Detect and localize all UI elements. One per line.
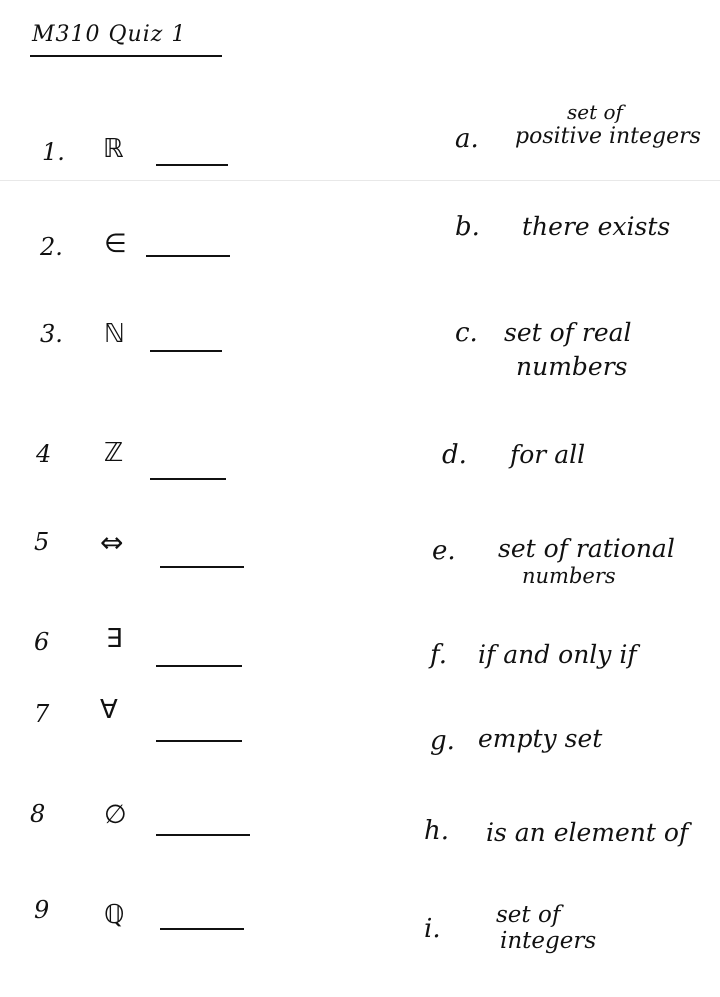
quiz-title: M310 Quiz 1 (32, 22, 187, 47)
answer-definition-line1: there exists (522, 212, 671, 241)
answer-letter: a. (455, 124, 479, 154)
question-symbol: ⇔ (100, 526, 124, 559)
question-symbol: ∀ (100, 695, 118, 725)
question-symbol: ∃ (106, 624, 123, 654)
question-symbol: ℚ (104, 900, 125, 930)
answer-blank[interactable] (160, 566, 244, 568)
question-number: 6 (34, 628, 50, 656)
answer-definition-line1: set of (567, 100, 623, 124)
answer-definition-line1: set of real (504, 318, 632, 347)
question-number: 3. (40, 320, 63, 348)
title-underline (30, 55, 222, 57)
answer-blank[interactable] (150, 478, 226, 480)
answer-blank[interactable] (150, 350, 222, 352)
answer-blank[interactable] (156, 834, 250, 836)
answer-definition-line1: empty set (478, 724, 603, 753)
answer-definition-line2: numbers (522, 564, 616, 588)
answer-letter: h. (424, 816, 450, 846)
answer-definition-line1: if and only if (478, 640, 637, 669)
question-symbol: ℤ (104, 438, 124, 468)
question-symbol: ∅ (104, 800, 127, 830)
answer-definition-line1: set of rational (498, 534, 675, 563)
scan-artifact-line (0, 180, 720, 181)
answer-letter: c. (455, 318, 478, 348)
question-symbol: ℕ (104, 319, 125, 349)
answer-definition-line1: is an element of (486, 818, 689, 847)
answer-definition-line2: integers (500, 928, 597, 954)
question-number: 5 (34, 528, 50, 556)
question-symbol: ℝ (103, 134, 124, 164)
answer-letter: e. (432, 536, 456, 566)
question-number: 1. (42, 138, 65, 166)
answer-definition-line1: for all (510, 440, 586, 469)
answer-blank[interactable] (156, 665, 242, 667)
answer-blank[interactable] (160, 928, 244, 930)
question-symbol: ∈ (104, 229, 127, 259)
answer-letter: b. (455, 212, 480, 242)
question-number: 9 (34, 896, 50, 924)
question-number: 7 (34, 700, 50, 728)
answer-definition-line1: set of (496, 902, 561, 928)
answer-letter: d. (442, 440, 467, 470)
answer-letter: i. (424, 914, 441, 944)
answer-blank[interactable] (156, 740, 242, 742)
question-number: 4 (36, 440, 52, 468)
question-number: 8 (30, 800, 46, 828)
answer-letter: f. (430, 640, 447, 670)
question-number: 2. (40, 233, 63, 261)
answer-definition-line2: positive integers (515, 124, 701, 149)
answer-definition-line2: numbers (516, 352, 628, 381)
answer-blank[interactable] (146, 255, 230, 257)
answer-blank[interactable] (156, 164, 228, 166)
answer-letter: g. (430, 726, 455, 756)
